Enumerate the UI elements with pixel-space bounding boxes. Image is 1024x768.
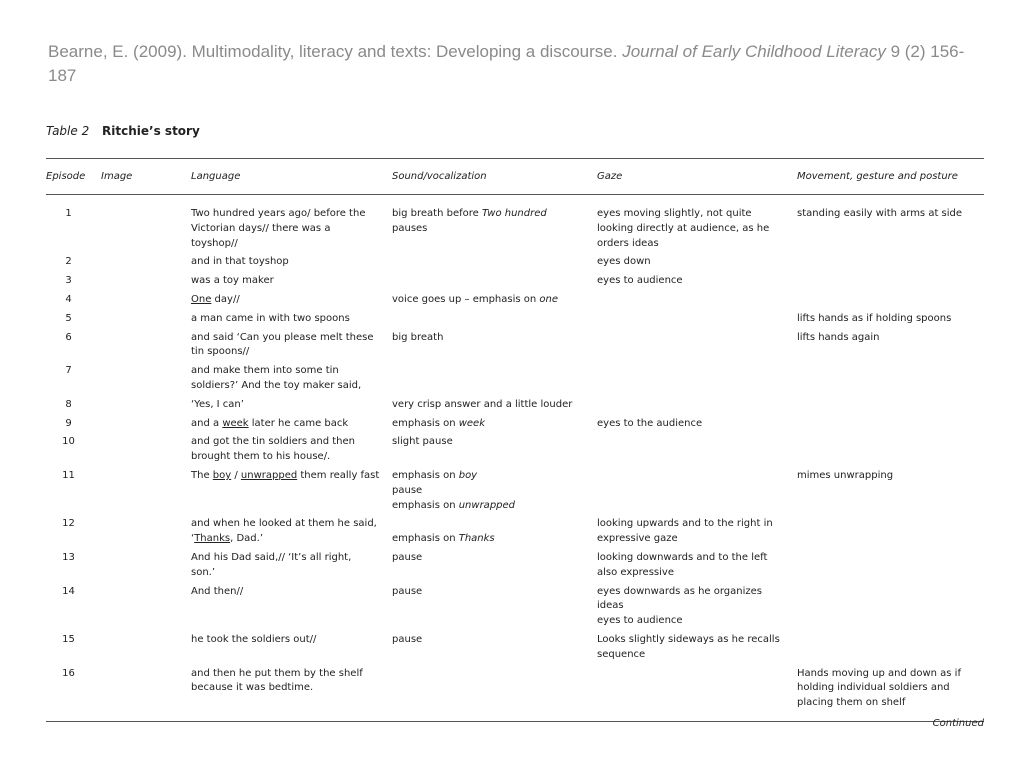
cell-text: son.’ [191, 566, 216, 578]
cell-text: eyes down [597, 256, 651, 268]
sound-cell [392, 585, 597, 633]
cell-text: was a toy maker [191, 275, 274, 287]
cell-line [392, 435, 591, 450]
image-cell [101, 633, 191, 667]
column-header-movement: Movement, gesture and posture [797, 159, 984, 195]
cell-line [191, 207, 386, 222]
movement-cell [797, 517, 984, 551]
cell-text: Victorian days// there was a [191, 222, 331, 234]
table-row [46, 633, 984, 667]
cell-line [597, 648, 791, 663]
cell-text: week [458, 417, 485, 429]
episode-cell: 8 [65, 398, 72, 410]
gaze-cell [597, 633, 797, 667]
cell-text: / [231, 469, 241, 481]
cell-text: voice goes up – emphasis on [392, 293, 540, 305]
cell-text: big breath [392, 331, 444, 343]
cell-line [597, 566, 791, 581]
cell-line [392, 222, 591, 237]
movement-cell [797, 469, 984, 517]
cell-text: one [539, 293, 559, 305]
table-row [46, 331, 984, 365]
language-cell [191, 469, 392, 517]
cell-text: Two hundred years ago/ before the [191, 208, 366, 219]
language-cell [191, 435, 392, 469]
table-row [46, 312, 984, 331]
cell-text: soldiers?’ And the toy maker said, [191, 379, 362, 391]
sound-cell [392, 293, 597, 312]
cell-line [392, 207, 591, 222]
cell-text: emphasis on [392, 533, 459, 545]
gaze-cell [597, 469, 797, 517]
gaze-cell [597, 667, 797, 722]
cell-line [191, 312, 386, 327]
cell-text: because it was bedtime. [191, 682, 314, 694]
table-caption [46, 124, 200, 138]
language-cell [191, 312, 392, 331]
sound-cell [392, 517, 597, 551]
image-cell [101, 195, 191, 256]
cell-text: ideas [597, 600, 624, 612]
cell-text: and when he looked at them he said, [191, 518, 377, 530]
cell-text: Two hundred [481, 208, 547, 219]
image-cell [101, 398, 191, 417]
image-cell [101, 517, 191, 551]
cell-line [191, 398, 386, 413]
cell-text: pause [392, 484, 423, 496]
citation-authors: Bearne, E. (2009). Multimodality, literacy and texts: Developing a discourse. [48, 42, 623, 61]
cell-text: emphasis on [392, 417, 459, 429]
image-cell [101, 331, 191, 365]
cell-text: eyes to audience [597, 275, 683, 287]
movement-cell [797, 435, 984, 469]
cell-line [191, 517, 386, 532]
gaze-cell [597, 255, 797, 274]
cell-text: boy [212, 469, 232, 481]
cell-text: and then he put them by the shelf [191, 667, 363, 679]
gaze-cell [597, 195, 797, 256]
language-cell [191, 667, 392, 722]
ritchie-story-table [46, 158, 984, 722]
sound-cell [392, 364, 597, 398]
movement-cell [797, 585, 984, 633]
cell-text: and said ‘Can you please melt these [191, 331, 374, 343]
cell-line [597, 417, 791, 432]
cell-text: The [191, 469, 213, 481]
sound-cell [392, 417, 597, 436]
sound-cell [392, 633, 597, 667]
cell-line [392, 633, 591, 648]
cell-text: One [191, 293, 212, 305]
citation-journal: Journal of Early Childhood Literacy [622, 42, 886, 61]
cell-line [191, 345, 386, 360]
sound-cell [392, 667, 597, 722]
cell-text: pause [392, 551, 423, 563]
image-cell [101, 469, 191, 517]
cell-text: ‘Yes, I can’ [191, 398, 244, 410]
language-cell [191, 633, 392, 667]
cell-line [797, 207, 978, 222]
cell-text: pause [392, 633, 423, 645]
cell-line [191, 255, 386, 270]
language-cell [191, 551, 392, 585]
movement-cell [797, 633, 984, 667]
cell-text: unwrapped [240, 469, 298, 481]
cell-text: ‘ [191, 533, 195, 545]
image-cell [101, 364, 191, 398]
cell-line [392, 417, 591, 432]
movement-cell [797, 417, 984, 436]
movement-cell [797, 667, 984, 722]
language-cell [191, 195, 392, 256]
image-cell [101, 551, 191, 585]
cell-line [597, 585, 791, 600]
cell-line [191, 566, 386, 581]
gaze-cell [597, 364, 797, 398]
image-cell [101, 274, 191, 293]
column-header-episode: Episode [46, 159, 101, 195]
cell-line [191, 667, 386, 682]
cell-text: mimes unwrapping [797, 469, 894, 481]
cell-text: brought them to his house/. [191, 451, 331, 463]
sound-cell [392, 255, 597, 274]
cell-text: looking upwards and to the right in [597, 518, 773, 530]
language-cell [191, 255, 392, 274]
language-cell [191, 364, 392, 398]
table-row [46, 364, 984, 398]
sound-cell [392, 312, 597, 331]
sound-cell [392, 435, 597, 469]
cell-text: a man came in with two spoons [191, 312, 350, 324]
cell-line [392, 331, 591, 346]
cell-line [797, 667, 978, 682]
table-label: Table 2 [46, 124, 90, 138]
cell-line [191, 222, 386, 237]
cell-line [191, 237, 386, 252]
table-row [46, 585, 984, 633]
gaze-cell [597, 331, 797, 365]
episode-cell: 4 [65, 293, 72, 305]
cell-line [597, 551, 791, 566]
cell-line [392, 398, 591, 413]
citation [48, 40, 988, 88]
cell-line [191, 633, 386, 648]
sound-cell [392, 274, 597, 293]
cell-line [191, 417, 386, 432]
gaze-cell [597, 551, 797, 585]
table-row [46, 293, 984, 312]
cell-line [392, 469, 591, 484]
cell-line [392, 293, 591, 308]
cell-line [597, 222, 791, 237]
cell-text: eyes to audience [597, 615, 683, 627]
cell-line [597, 614, 791, 629]
gaze-cell [597, 517, 797, 551]
cell-text: expressive gaze [597, 533, 678, 545]
cell-text: eyes downwards as he organizes [597, 585, 763, 597]
cell-text: Hands moving up and down as if [797, 667, 961, 679]
cell-text: emphasis on [392, 499, 459, 511]
language-cell [191, 331, 392, 365]
cell-line [797, 469, 978, 484]
cell-text: week [222, 417, 249, 429]
table-title: Ritchie’s story [102, 124, 200, 138]
movement-cell [797, 195, 984, 256]
cell-line [191, 585, 386, 600]
episode-cell: 2 [65, 256, 72, 268]
cell-text: standing easily with arms at side [797, 208, 963, 219]
cell-text: pauses [392, 222, 428, 234]
cell-line [597, 633, 791, 648]
cell-line [797, 331, 978, 346]
cell-text: boy [458, 469, 478, 481]
episode-cell: 6 [65, 331, 72, 343]
image-cell [101, 585, 191, 633]
cell-line [597, 237, 791, 252]
cell-line [597, 255, 791, 270]
cell-line [191, 364, 386, 379]
table-row [46, 667, 984, 722]
gaze-cell [597, 585, 797, 633]
table-row [46, 195, 984, 256]
language-cell [191, 517, 392, 551]
continued-note: Continued [932, 718, 984, 729]
movement-cell [797, 398, 984, 417]
cell-line [597, 517, 791, 532]
sound-cell [392, 398, 597, 417]
gaze-cell [597, 417, 797, 436]
image-cell [101, 312, 191, 331]
cell-text: and make them into some tin [191, 365, 339, 377]
episode-cell: 15 [62, 633, 75, 645]
gaze-cell [597, 398, 797, 417]
cell-text: also expressive [597, 566, 674, 578]
cell-line [191, 551, 386, 566]
cell-line [191, 681, 386, 696]
movement-cell [797, 312, 984, 331]
cell-line [191, 532, 386, 547]
language-cell [191, 293, 392, 312]
episode-cell: 5 [65, 312, 72, 324]
cell-line [191, 450, 386, 465]
cell-text: lifts hands again [797, 331, 880, 343]
citation-volume: 9 (2) 156-187 [48, 42, 965, 85]
cell-text: orders ideas [597, 237, 659, 249]
cell-line [191, 274, 386, 289]
language-cell [191, 274, 392, 293]
cell-line [597, 532, 791, 547]
cell-text: and in that toyshop [191, 256, 289, 268]
cell-text: and got the tin soldiers and then [191, 436, 355, 448]
cell-text: holding individual soldiers and [797, 682, 950, 694]
episode-cell: 13 [62, 551, 75, 563]
movement-cell [797, 331, 984, 365]
cell-text [392, 518, 395, 529]
column-header-sound: Sound/vocalization [392, 159, 597, 195]
cell-line [597, 599, 791, 614]
episode-cell: 7 [65, 365, 72, 377]
cell-text: looking directly at audience, as he [597, 222, 770, 234]
cell-text: pause [392, 585, 423, 597]
table-row [46, 435, 984, 469]
table-row [46, 517, 984, 551]
table-body [46, 195, 984, 722]
episode-cell: 1 [65, 208, 72, 219]
cell-line [191, 293, 386, 308]
cell-text: looking downwards and to the left [597, 551, 768, 563]
cell-text: later he came back [248, 417, 349, 429]
cell-text: tin spoons// [191, 346, 250, 358]
cell-line [797, 681, 978, 696]
column-header-image: Image [101, 159, 191, 195]
table-row [46, 469, 984, 517]
cell-text: And his Dad said,// ‘It’s all right, [191, 551, 352, 563]
column-header-language: Language [191, 159, 392, 195]
cell-line [597, 274, 791, 289]
cell-line [392, 585, 591, 600]
cell-line [797, 696, 978, 711]
cell-text: lifts hands as if holding spoons [797, 312, 952, 324]
cell-text: placing them on shelf [797, 697, 906, 709]
cell-line [392, 532, 591, 547]
cell-text: slight pause [392, 436, 453, 448]
episode-cell: 12 [62, 518, 75, 530]
table-row [46, 255, 984, 274]
cell-line [597, 207, 791, 222]
table-row [46, 274, 984, 293]
sound-cell [392, 469, 597, 517]
episode-cell: 11 [62, 469, 75, 481]
language-cell [191, 398, 392, 417]
language-cell [191, 585, 392, 633]
cell-line [191, 435, 386, 450]
cell-text: And then// [191, 585, 244, 597]
gaze-cell [597, 435, 797, 469]
cell-line [191, 469, 386, 484]
episode-cell: 16 [62, 667, 75, 679]
cell-text: day// [211, 293, 240, 305]
cell-text: emphasis on [392, 469, 459, 481]
cell-line [392, 551, 591, 566]
cell-text: big breath before [392, 208, 482, 219]
column-header-gaze: Gaze [597, 159, 797, 195]
movement-cell [797, 551, 984, 585]
cell-text: Looks slightly sideways as he recalls [597, 633, 780, 645]
cell-line [392, 499, 591, 514]
episode-cell: 10 [62, 436, 75, 448]
movement-cell [797, 364, 984, 398]
cell-line [191, 379, 386, 394]
gaze-cell [597, 312, 797, 331]
image-cell [101, 667, 191, 722]
sound-cell [392, 331, 597, 365]
table-header [46, 159, 984, 195]
table-row [46, 398, 984, 417]
sound-cell [392, 551, 597, 585]
movement-cell [797, 293, 984, 312]
image-cell [101, 417, 191, 436]
movement-cell [797, 274, 984, 293]
cell-line [392, 484, 591, 499]
cell-text: , Dad.’ [230, 533, 263, 545]
cell-text: unwrapped [458, 499, 516, 511]
cell-text: eyes to the audience [597, 417, 703, 429]
episode-cell: 14 [62, 585, 75, 597]
table-row [46, 551, 984, 585]
cell-line [392, 517, 591, 532]
gaze-cell [597, 274, 797, 293]
cell-text: Thanks [458, 533, 495, 545]
episode-cell: 9 [65, 417, 72, 429]
cell-text: Thanks [194, 533, 231, 545]
cell-text: toyshop// [191, 237, 238, 249]
language-cell [191, 417, 392, 436]
image-cell [101, 435, 191, 469]
cell-text: sequence [597, 648, 646, 660]
cell-text: them really fast [297, 469, 380, 481]
cell-text: eyes moving slightly, not quite [597, 208, 752, 219]
table-row [46, 417, 984, 436]
gaze-cell [597, 293, 797, 312]
cell-text: very crisp answer and a little louder [392, 398, 573, 410]
movement-cell [797, 255, 984, 274]
sound-cell [392, 195, 597, 256]
cell-line [191, 331, 386, 346]
episode-cell: 3 [65, 275, 72, 287]
header-row [46, 159, 984, 195]
cell-text: and a [191, 417, 223, 429]
cell-line [797, 312, 978, 327]
cell-text: he took the soldiers out// [191, 633, 317, 645]
image-cell [101, 293, 191, 312]
image-cell [101, 255, 191, 274]
